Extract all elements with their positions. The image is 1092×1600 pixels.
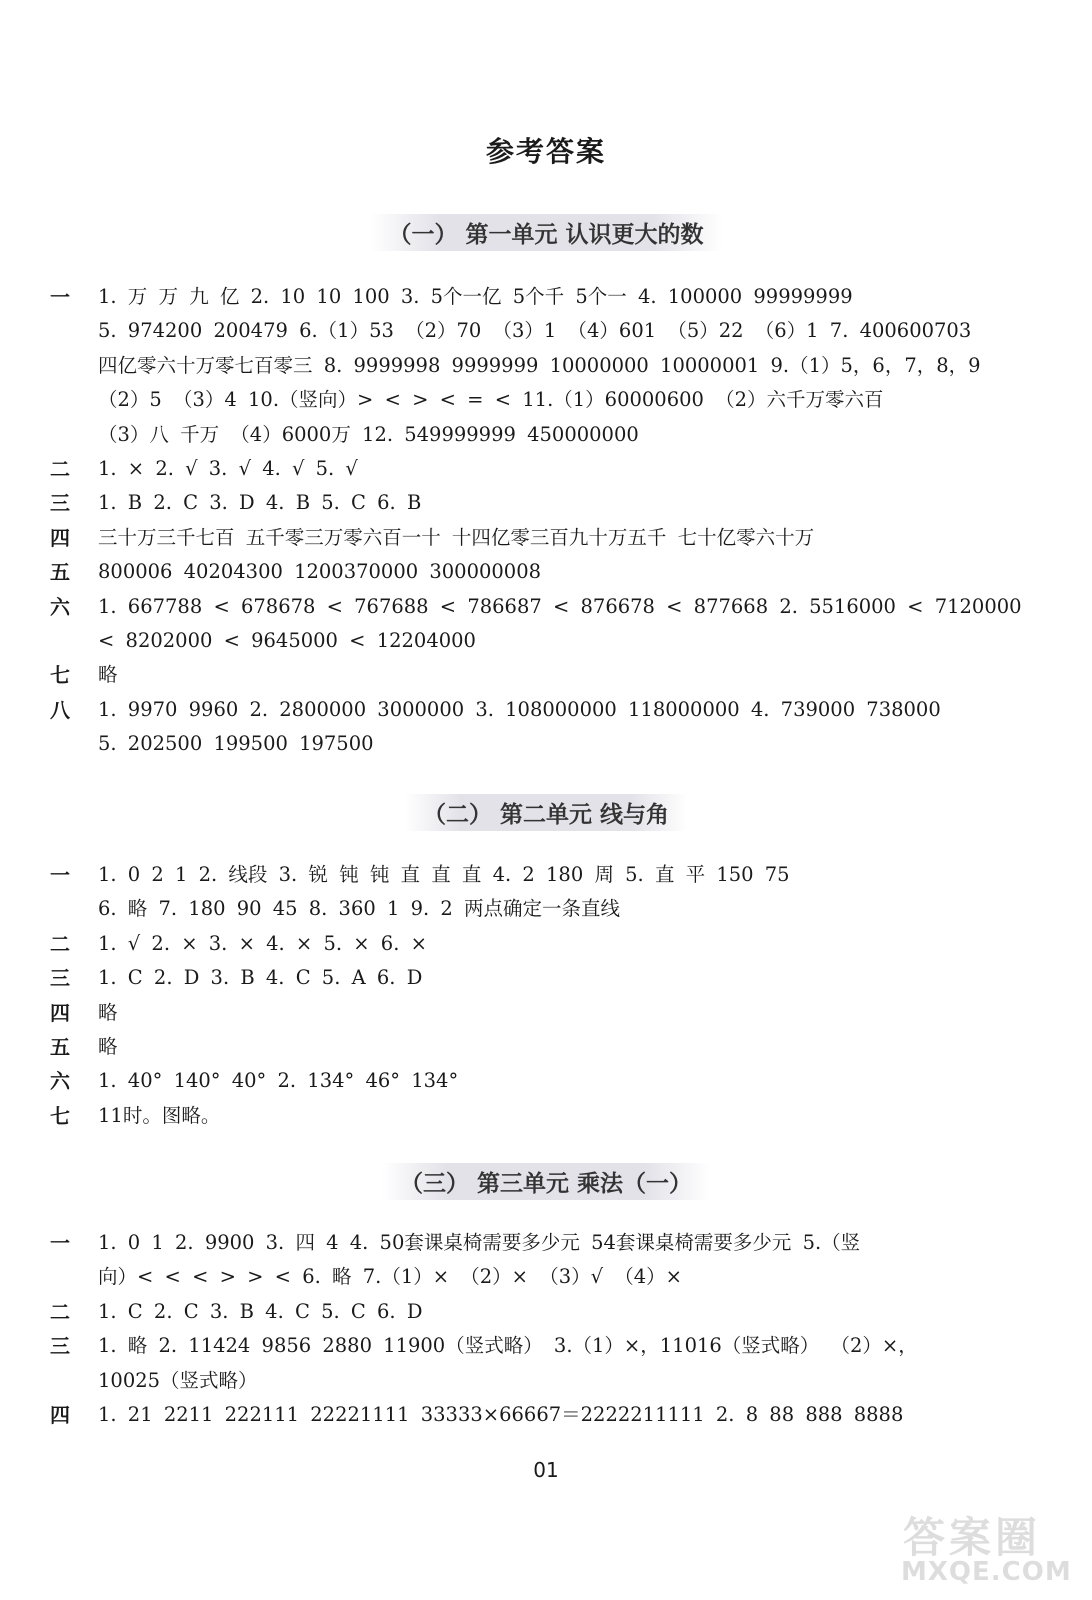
answer-text: 略 bbox=[98, 663, 118, 687]
answer-text: 1. 略 2. 11424 9856 2880 11900（竖式略） 3.（1）×，11016（竖式略） （2）×， bbox=[98, 1334, 918, 1358]
answer-row bbox=[0, 1364, 1092, 1398]
question-group-label: 六 bbox=[50, 1069, 70, 1094]
unit-heading-text: （二） 第二单元 线与角 bbox=[405, 794, 687, 831]
answer-row bbox=[0, 280, 1092, 314]
answer-text: < 8202000 < 9645000 < 12204000 bbox=[98, 628, 476, 652]
answer-text: 略 bbox=[98, 1034, 118, 1058]
page-number: 01 bbox=[533, 1458, 559, 1482]
answer-row bbox=[0, 590, 1092, 624]
question-group-label: 一 bbox=[50, 1231, 70, 1255]
answer-row bbox=[0, 555, 1092, 589]
answer-row bbox=[0, 727, 1092, 761]
answer-text: 三十万三千七百 五千零三万零六百一十 十四亿零三百九十万五千 七十亿零六十万 bbox=[98, 525, 815, 549]
unit-heading-text: （三） 第三单元 乘法（一） bbox=[382, 1163, 710, 1200]
watermark-logo bbox=[895, 1505, 1075, 1593]
watermark-en: MXQE.COM bbox=[901, 1557, 1072, 1587]
answer-row bbox=[0, 314, 1092, 348]
answer-row bbox=[0, 693, 1092, 727]
answer-text: 1. 9970 9960 2. 2800000 3000000 3. 108000000 118000000 4. 739000 738000 bbox=[98, 697, 941, 721]
unit-heading-text: （一） 第一单元 认识更大的数 bbox=[370, 214, 721, 251]
unit-1-heading bbox=[0, 214, 1092, 251]
answer-row bbox=[0, 486, 1092, 520]
question-group-label: 四 bbox=[50, 1402, 70, 1427]
question-group-label: 三 bbox=[50, 1334, 70, 1359]
watermark-cn: 答案圈 bbox=[903, 1513, 1042, 1562]
answer-row bbox=[0, 1030, 1092, 1064]
answer-text: 5. 974200 200479 6.（1）53 （2）70 （3）1 （4）601 （5）22 （6）1 7. 400600703 bbox=[98, 319, 972, 343]
answer-text: 1. C 2. C 3. B 4. C 5. C 6. D bbox=[98, 1299, 423, 1323]
answer-text: 1. √ 2. × 3. × 4. × 5. × 6. × bbox=[98, 931, 427, 955]
answer-text: 1. 667788 < 678678 < 767688 < 786687 < 876678 < 877668 2. 5516000 < 7120000 bbox=[98, 594, 1022, 618]
answer-row bbox=[0, 996, 1092, 1030]
question-group-label: 七 bbox=[50, 1103, 70, 1128]
answer-text: （3）八 千万 （4）6000万 12. 549999999 450000000 bbox=[98, 422, 639, 446]
answer-text: 11时。图略。 bbox=[98, 1103, 221, 1127]
answer-text: 1. 0 1 2. 9900 3. 四 4 4. 50套课桌椅需要多少元 54套课桌椅需要多少元 5.（竖 bbox=[98, 1231, 861, 1254]
answer-row bbox=[0, 927, 1092, 961]
page-title: 参考答案 bbox=[485, 135, 606, 168]
question-group-label: 一 bbox=[50, 863, 70, 887]
answer-text: 6. 略 7. 180 90 45 8. 360 1 9. 2 两点确定一条直线 bbox=[98, 897, 620, 921]
answer-row bbox=[0, 961, 1092, 995]
answer-row bbox=[0, 1295, 1092, 1329]
answer-text: 1. B 2. C 3. D 4. B 5. C 6. B bbox=[98, 491, 422, 515]
answer-row bbox=[0, 658, 1092, 692]
question-group-label: 六 bbox=[50, 594, 70, 619]
question-group-label: 一 bbox=[50, 285, 70, 309]
answer-text: 1. × 2. √ 3. √ 4. √ 5. √ bbox=[98, 456, 358, 480]
unit-2-heading bbox=[0, 794, 1092, 831]
question-group-label: 五 bbox=[50, 560, 70, 585]
answer-row bbox=[0, 1226, 1092, 1260]
question-group-label: 七 bbox=[50, 663, 70, 688]
answer-row bbox=[0, 1329, 1092, 1363]
answer-text: 5. 202500 199500 197500 bbox=[98, 732, 374, 756]
question-group-label: 五 bbox=[50, 1034, 70, 1059]
question-group-label: 三 bbox=[50, 491, 70, 516]
unit-1-answers bbox=[0, 280, 1092, 761]
answer-text: 1. C 2. D 3. B 4. C 5. A 6. D bbox=[98, 966, 423, 990]
answer-text: 四亿零六十万零七百零三 8. 9999998 9999999 10000000 10000001 9.（1）5，6，7，8，9 bbox=[98, 353, 981, 377]
answer-text: 1. 40° 140° 40° 2. 134° 46° 134° bbox=[98, 1069, 459, 1093]
question-group-label: 四 bbox=[50, 525, 70, 550]
question-group-label: 二 bbox=[50, 456, 70, 481]
question-group-label: 四 bbox=[50, 1000, 70, 1025]
answer-row bbox=[0, 1099, 1092, 1133]
answer-row bbox=[0, 624, 1092, 658]
question-group-label: 二 bbox=[50, 1299, 70, 1324]
answer-row bbox=[0, 349, 1092, 383]
unit-2-answers bbox=[0, 858, 1092, 1133]
answer-text: 略 bbox=[98, 1000, 118, 1024]
answer-text: 1. 21 2211 222111 22221111 33333×66667＝2222211111 2. 8 88 888 8888 bbox=[98, 1402, 904, 1426]
answer-text: 1. 万 万 九 亿 2. 10 10 100 3. 5个一亿 5个千 5个一 4. 100000 99999999 bbox=[98, 285, 853, 308]
question-group-label: 三 bbox=[50, 966, 70, 991]
answer-row bbox=[0, 452, 1092, 486]
answer-row bbox=[0, 1064, 1092, 1098]
unit-3-heading bbox=[0, 1163, 1092, 1200]
answer-text: 800006 40204300 1200370000 300000008 bbox=[98, 560, 542, 584]
answer-row bbox=[0, 383, 1092, 417]
answer-text: 向）< < < > > < 6. 略 7.（1）× （2）× （3）√ （4）× bbox=[98, 1265, 682, 1289]
unit-3-answers bbox=[0, 1226, 1092, 1432]
answer-text: （2）5 （3）4 10.（竖向）> < > < = < 11.（1）60000600 （2）六千万零六百 bbox=[98, 388, 884, 412]
answer-text: 1. 0 2 1 2. 线段 3. 锐 钝 钝 直 直 直 4. 2 180 周 5. 直 平 150 75 bbox=[98, 863, 790, 886]
answer-text: 10025（竖式略） bbox=[98, 1368, 258, 1392]
answer-row bbox=[0, 418, 1092, 452]
answer-row bbox=[0, 858, 1092, 892]
question-group-label: 八 bbox=[50, 697, 70, 722]
question-group-label: 二 bbox=[50, 931, 70, 956]
answer-row bbox=[0, 521, 1092, 555]
answer-row bbox=[0, 892, 1092, 926]
answer-row bbox=[0, 1260, 1092, 1294]
answer-row bbox=[0, 1398, 1092, 1432]
